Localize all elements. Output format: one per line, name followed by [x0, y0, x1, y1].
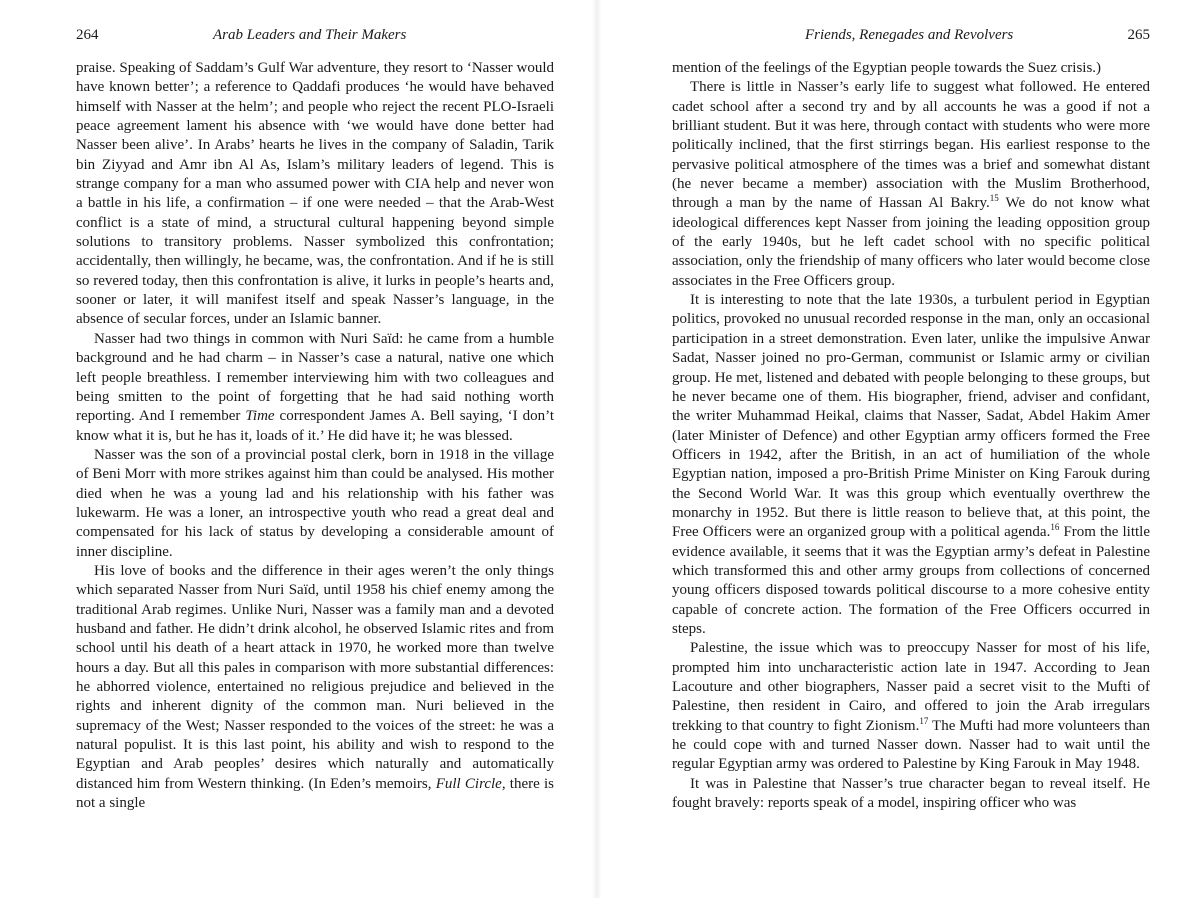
paragraph-text: Nasser had two things in common with Nuri Saïd: he came from a humble background and he had charm – in Nasser’s case a natural, native one which left people breathless. I remember interviewing him with two colleagues and being smitten to the point of forgetting that he had said nothing worth reporting. And I remember — [76, 330, 554, 425]
paragraph — [76, 330, 554, 446]
right-page — [672, 22, 1150, 813]
footnote-ref: 16 — [1050, 522, 1060, 533]
paragraph-text: It is interesting to note that the late 1930s, a turbulent period in Egyptian politics, provoked no unusual recorded response in the man, only an occasional participation in a street demonstration. Even later, unlike the impulsive Anwar Sadat, Nasser joined no pro-German, communist or Islamic army or civilian group. He met, listened and debated with people belonging to these groups, but he never became one of them. His biographer, friend, adviser and confidant, the writer Muhammad Heikal, claims that Nasser, Sadat, Abdel Hakim Amer (later Minister of Defence) and other Egyptian army officers formed the Free Officers in 1942, after the British, in an act of humiliation of the whole Egyptian nation, imposed a pro-British Prime Minister on King Farouk during the Second World War. It was this group which eventually overthrew the monarchy in 1952. But there is little reason to believe that, at this point, the Free Officers were an organized group with a political agenda. — [672, 292, 1150, 541]
paragraph-text: praise. Speaking of Saddam’s Gulf War adventure, they resort to ‘Nasser would have known better’; a reference to Qaddafi produces ‘he would have behaved himself with Nasser at the helm’; and people who reject the recent PLO-Israeli peace agreement lament his absence with ‘we would have done better had Nasser been alive’. In Arabs’ hearts he lives in the company of Saladin, Tarik bin Ziyyad and Amr ibn Al As, Islam’s military leaders of legend. This is strange company for a man who assumed power with CIA help and never won a battle in his life, a confirmation – if one were needed – that the Arab-West conflict is a state of mind, a structural cultural happening beyond simple solutions to transitory problems. Nasser symbolized this confrontation; accidentally, then willingly, he became, was, the confrontation. And if he is still so revered today, then this confrontation is alive, it lurks in people’s hearts and, sooner or later, it will manifest itself and speak Nasser’s language, in the absence of secular forces, under an Islamic banner. — [76, 60, 554, 328]
paragraph — [76, 446, 554, 562]
italic-text: Time — [245, 408, 275, 425]
paragraph — [672, 775, 1150, 814]
paragraph — [76, 562, 554, 813]
page-number: 264 — [76, 27, 99, 43]
footnote-ref: 17 — [919, 715, 929, 726]
book-gutter — [592, 0, 602, 898]
paragraph — [672, 78, 1150, 291]
right-page-header — [672, 22, 1150, 48]
running-head: Friends, Renegades and Revolvers — [805, 27, 1014, 43]
right-page-body — [672, 59, 1150, 813]
page-number: 265 — [1127, 27, 1150, 43]
paragraph-text: mention of the feelings of the Egyptian people towards the Suez crisis.) — [672, 60, 1102, 76]
paragraph-text: It was in Palestine that Nasser’s true character began to reveal itself. He fought bravely: reports speak of a model, inspiring officer who was — [672, 775, 1150, 812]
paragraph-text: We do not know what ideological differences kept Nasser from joining the leading opposition group of the early 1940s, but he left cadet school with no specific political association, only the friendship of many officers who later would become close associates in the Free Officers group. — [672, 195, 1150, 289]
paragraph — [672, 59, 1150, 78]
left-page-body — [76, 59, 554, 813]
paragraph-text: There is little in Nasser’s early life to suggest what followed. He entered cadet school after a second try and by all accounts he was a good if not a brilliant student. But it was here, through contact with students who were more politically inclined, that the first stirrings began. His earliest response to the pervasive political atmosphere of the times was a brief and somewhat distant (he never became a member) association with the Muslim Brotherhood, through a man by the name of Hassan Al Bakry. — [672, 79, 1150, 212]
running-head: Arab Leaders and Their Makers — [213, 27, 407, 43]
paragraph-text: Nasser was the son of a provincial postal clerk, born in 1918 in the village of Beni Morr with more strikes against him than could be analysed. His mother died when he was a young lad and his relationship with his father was lukewarm. He was a loner, an introspective youth who read a great deal and compensated for his lack of status by developing a considerable amount of inner discipline. — [76, 446, 554, 560]
paragraph-text: His love of books and the difference in their ages weren’t the only things which separated Nasser from Nuri Saïd, until 1958 his chief enemy among the traditional Arab regimes. Unlike Nuri, Nasser was a family man and a devoted husband and father. He didn’t drink alcohol, he observed Islamic rites and from school until his death of a heart attack in 1970, he worked more than twelve hours a day. But all this pales in comparison with more substantial differences: he abhorred violence, entertained no religious prejudice and believed in the rights and inherent dignity of the common man. Nuri believed in the supremacy of the West; Nasser responded to the voices of the street: he was a natural populist. It is this last point, his ability and wish to respond to the Egyptian and Arab peoples’ desires which naturally and automatically distanced him from Western thinking. (In Eden’s memoirs, — [76, 562, 554, 792]
footnote-ref: 15 — [989, 193, 999, 204]
paragraph-text: The Mufti had more volunteers than he could cope with and turned Nasser down. Nasser had to wait until the regular Egyptian army was ordered to Palestine by King Farouk in May 1948. — [672, 717, 1150, 773]
left-page-header — [76, 22, 554, 48]
paragraph-text: From the little evidence available, it seems that it was the Egyptian army’s defeat in Palestine which transformed this and other army groups from collections of concerned young officers disposed towards political discourse to a more cohesive entity capable of concrete action. The formation of the Free Officers occurred in steps. — [672, 524, 1150, 637]
paragraph — [672, 291, 1150, 639]
paragraph — [672, 639, 1150, 774]
paragraph-text: Palestine, the issue which was to preoccupy Nasser for most of his life, prompted him into uncharacteristic action late in 1947. According to Jean Lacouture and other biographers, Nasser paid a secret visit to the Mufti of Palestine, then resident in Cairo, and offered to join the Arab irregulars trekking to that country to fight Zionism. — [672, 640, 1150, 734]
paragraph-text: correspondent James A. Bell saying, ‘I don’t know what it is, but he has it, loads of it.’ He did have it; he was blessed. — [76, 408, 554, 444]
paragraph-text: , there is not a single — [76, 775, 555, 812]
left-page — [76, 22, 554, 813]
paragraph — [76, 59, 554, 330]
italic-text: Full Circle — [435, 775, 502, 792]
